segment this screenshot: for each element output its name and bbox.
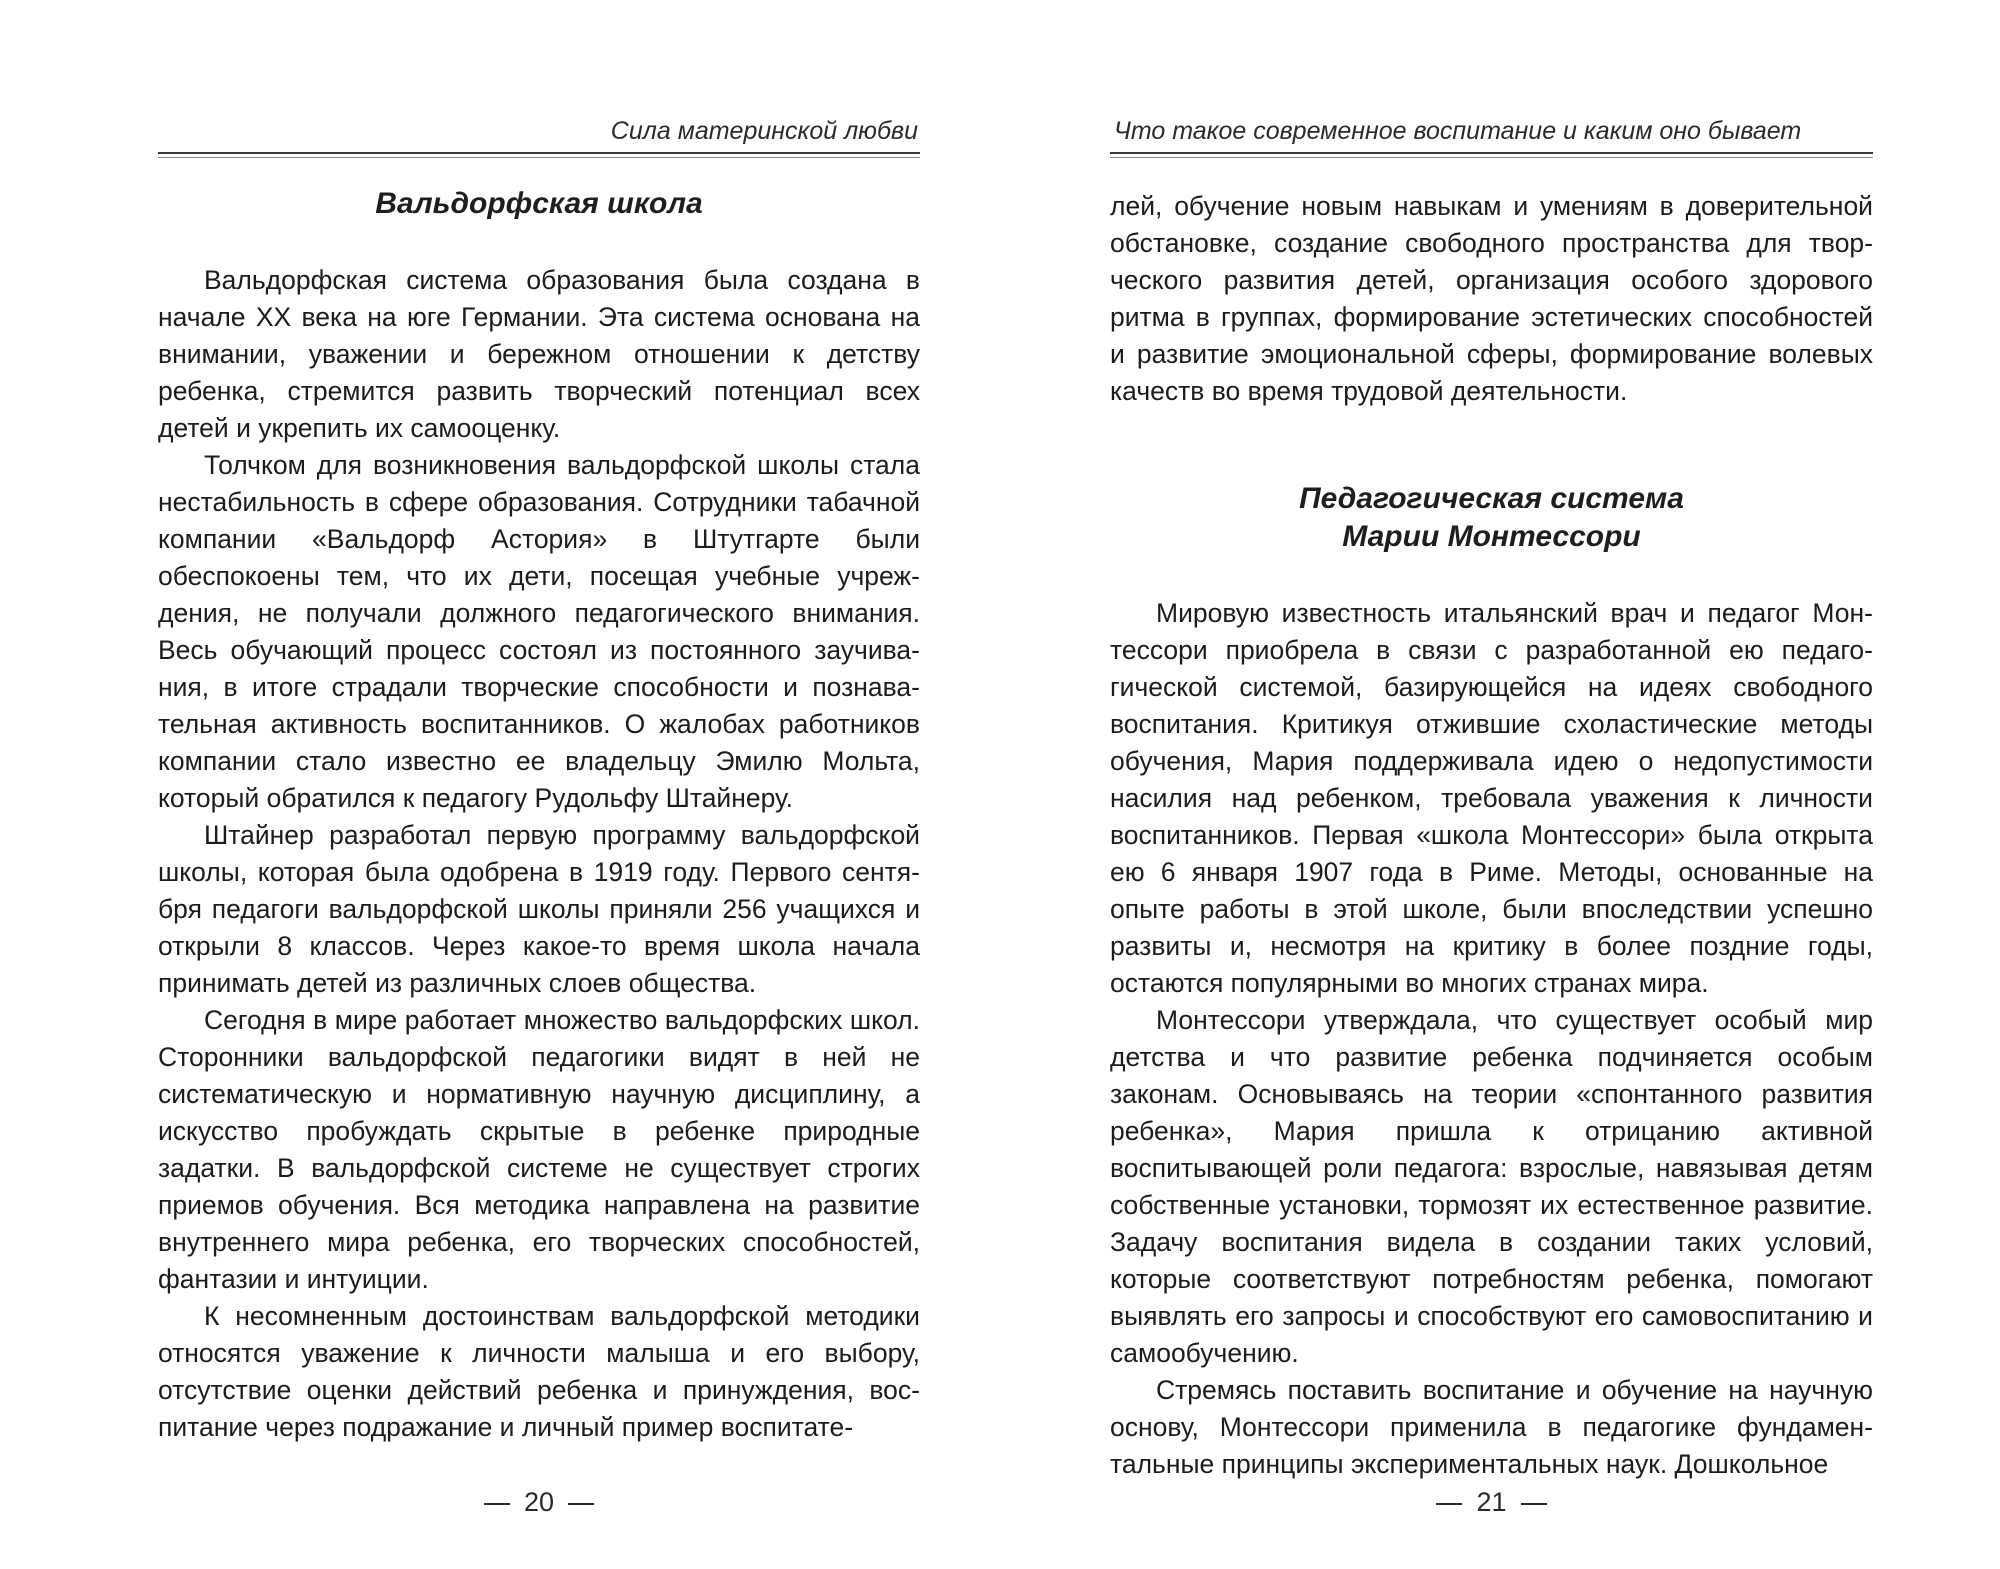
folio-dash-right [1521,1503,1547,1505]
left-head-rule-thin [158,157,920,158]
right-section-title-line2: Марии Монтессори [1342,520,1641,553]
left-paragraph-2: Толчком для возникновения вальдорфской школы стала нестабильность в сфере образования. Сотрудники табачной компании «Вальдорф Астория» в Штутгарте были обеспокоены тем, что их дети, посещая учебные учреждения, не получали должного педагогического внимания. Весь обучающий процесс состоял из постоянного заучивания, в итоге страдали творческие способности и познавательная активность воспитанников. О жалобах работников компании стало известно ее владельцу Эмилю Мольта, который обратился к педагогу Рудольфу Штайнеру. [158,450,920,813]
left-paragraph-5: К несомненным достоинствам вальдорфской методики относятся уважение к личности малыша и его выбору, отсутствие оценки действий ребенка и принуждения, воспитание через подражание и личный пример воспитате- [158,1301,920,1442]
left-paragraph-1: Вальдорфская система образования была создана в начале XX века на юге Германии. Эта система основана на внимании, уважении и бережном отношении к детству ребенка, стремится развить творческий потенциал всех детей и укрепить их самооценку. [158,265,920,443]
left-paragraph-3: Штайнер разработал первую программу вальдорфской школы, которая была одобрена в 1919 году. Первого сентября педагоги вальдорфской школы приняли 256 учащихся и открыли 8 классов. Через какое-то время школа начала принимать детей из различных слоев общества. [158,820,920,998]
right-continuation-paragraph: лей, обучение новым навыкам и умениям в доверительной обстановке, создание свободного пространства для творческого развития детей, организация особого здорового ритма в группах, формирование эстетических способностей и развитие эмоциональной сферы, формирование волевых качеств во время трудовой деятельности. [1110,191,1873,406]
right-head-rule-thin [1110,157,1873,158]
right-running-head: Что такое современное воспитание и каким оно бывает [1114,117,1802,145]
left-head-rule [158,152,920,154]
left-page-number [158,1486,920,1518]
right-page-number [1110,1486,1873,1518]
right-page [1110,0,1873,1569]
right-paragraph-3: Стремясь поставить воспитание и обучение на научную основу, Монтессори применила в педагогике фундаментальные принципы экспериментальных наук. Дошкольное [1110,1375,1873,1479]
folio-dash-left [484,1503,510,1505]
right-section-title-line1: Педагогическая система [1299,482,1684,515]
left-page-number-value: 20 [523,1487,555,1517]
left-page [158,0,920,1569]
left-paragraph-4: Сегодня в мире работает множество вальдорфских школ. Сторонники вальдорфской педагогики видят в ней не систематическую и нормативную научную дисциплину, а искусство пробуждать скрытые в ребенке природные задатки. В вальдорфской системе не существует строгих приемов обучения. Вся методика направлена на развитие внутреннего мира ребенка, его творческих способностей, фантазии и интуиции. [158,1005,920,1294]
folio-dash-right [568,1503,594,1505]
right-page-number-value: 21 [1476,1487,1507,1517]
left-body-text [158,262,920,1446]
folio-dash-left [1436,1503,1462,1505]
right-section-title-block [1110,480,1873,556]
left-running-head: Сила материнской любви [610,117,918,145]
right-paragraph-2: Монтессори утверждала, что существует особый мир детства и что развитие ребенка подчиняется особым законам. Основываясь на теории «спонтанного развития ребенка», Мария пришла к отрицанию активной воспитывающей роли педагога: взрослые, навязывая детям собственные установки, тормозят их естественное развитие. Задачу воспитания видела в создании таких условий, которые соответствуют потребностям ребенка, помогают выявлять его запросы и способствуют его самовоспитанию и самообучению. [1110,1005,1873,1368]
left-section-title-block [158,185,920,223]
right-body-text [1110,595,1873,1483]
right-paragraph-1: Мировую известность итальянский врач и педагог Монтессори приобрела в связи с разработанной ею педагогической системой, базирующейся на идеях свободного воспитания. Критикуя отжившие схоластические методы обучения, Мария поддерживала идею о недопустимости насилия над ребенком, требовала уважения к личности воспитанников. Первая «школа Монтессори» была открыта ею 6 января 1907 года в Риме. Методы, основанные на опыте работы в этой школе, были впоследствии успешно развиты и, несмотря на критику в более поздние годы, остаются популярными во многих странах мира. [1110,598,1873,998]
left-section-title: Вальдорфская школа [375,187,703,220]
right-continuation-block [1110,188,1873,410]
right-head-rule [1110,152,1873,154]
